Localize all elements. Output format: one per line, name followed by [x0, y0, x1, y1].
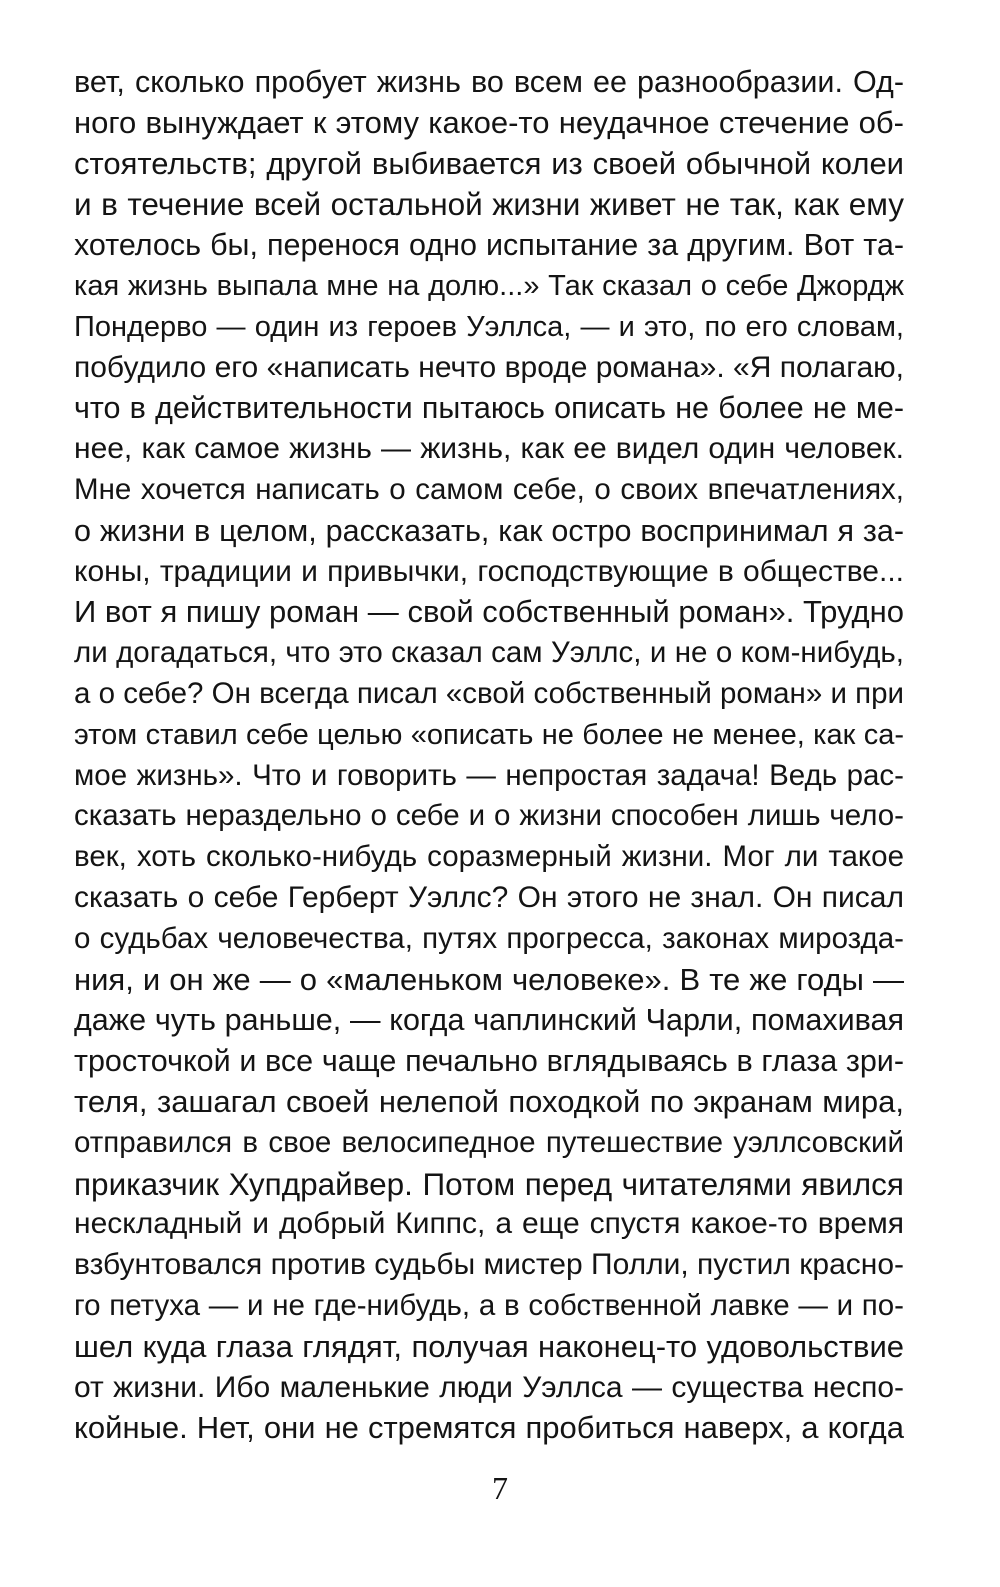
text-line: отправился в свое велосипедное путешествие уэллсовский [74, 1125, 904, 1159]
text-line: вет, сколько пробует жизнь во всем ее разнообразии. Од- [74, 65, 904, 99]
text-line: Пондерво — один из героев Уэллса, — и это, по его словам, [74, 310, 904, 343]
text-line: шел куда глаза глядят, получая наконец-то удовольствие [74, 1328, 904, 1364]
text-line: век, хоть сколько-нибудь соразмерный жизни. Мог ли такое [74, 840, 904, 874]
text-line: а о себе? Он всегда писал «свой собственный роман» и при [74, 676, 904, 710]
text-line: сказать нераздельно о себе и о жизни способен лишь чело- [74, 799, 904, 833]
text-line: го петуха — и не где-нибудь, а в собственной лавке — и по- [74, 1288, 904, 1322]
text-line: приказчик Хупдрайвер. Потом перед читателями явился [74, 1165, 904, 1202]
text-line: ли догадаться, что это сказал сам Уэллс, и не о ком-нибудь, [74, 636, 904, 670]
text-line: стоятельств; другой выбивается из своей обычной колеи [74, 145, 904, 181]
text-line: о судьбах человечества, путях прогресса, законах мирозда- [74, 921, 904, 955]
text-line: и в течение всей остальной жизни живет не так, как ему [74, 186, 904, 223]
text-line: ного вынуждает к этому какое-то неудачное стечение об- [74, 104, 904, 140]
text-line: Мне хочется написать о самом себе, о своих впечатлениях, [74, 472, 904, 506]
text-line: тросточкой и все чаще печально вглядываясь в глаза зри- [74, 1044, 904, 1079]
text-line: сказать о себе Герберт Уэллс? Он этого не знал. Он писал [74, 880, 904, 914]
text-line: нее, как самое жизнь — жизнь, как ее видел один человек. [74, 432, 904, 466]
text-line: этом ставил себе целью «описать не более не менее, как са- [74, 718, 904, 751]
text-line: теля, зашагал своей нелепой походкой по экранам мира, [74, 1083, 904, 1119]
text-line: И вот я пишу роман — свой собственный роман». Трудно [74, 594, 904, 630]
text-line: взбунтовался против судьбы мистер Полли, пустил красно- [74, 1248, 905, 1282]
text-line: коны, традиции и привычки, господствующие в обществе... [74, 554, 904, 588]
text-line: койные. Нет, они не стремятся пробиться наверх, а когда [74, 1410, 904, 1446]
text-line: мое жизнь». Что и говорить — непростая задача! Ведь рас- [74, 758, 904, 792]
text-line: от жизни. Ибо маленькие люди Уэллса — существа неспо- [74, 1370, 904, 1404]
page-number: 7 [492, 1470, 508, 1506]
text-line: хотелось бы, перенося одно испытание за другим. Вот та- [74, 228, 904, 263]
text-line: побудило его «написать нечто вроде романа». «Я полагаю, [74, 350, 904, 384]
text-line: что в действительности пытаюсь описать не более не ме- [74, 391, 904, 426]
text-line: даже чуть раньше, — когда чаплинский Чарли, помахивая [74, 1003, 904, 1038]
text-line: нескладный и добрый Киппс, а еще спустя какое-то время [74, 1207, 904, 1241]
text-line: о жизни в целом, рассказать, как остро воспринимал я за- [74, 513, 904, 548]
body-text [74, 62, 904, 1449]
text-line: ния, и он же — о «маленьком человеке». В те же годы — [74, 961, 904, 997]
text-line: кая жизнь выпала мне на долю...» Так сказал о себе Джордж [74, 269, 904, 302]
